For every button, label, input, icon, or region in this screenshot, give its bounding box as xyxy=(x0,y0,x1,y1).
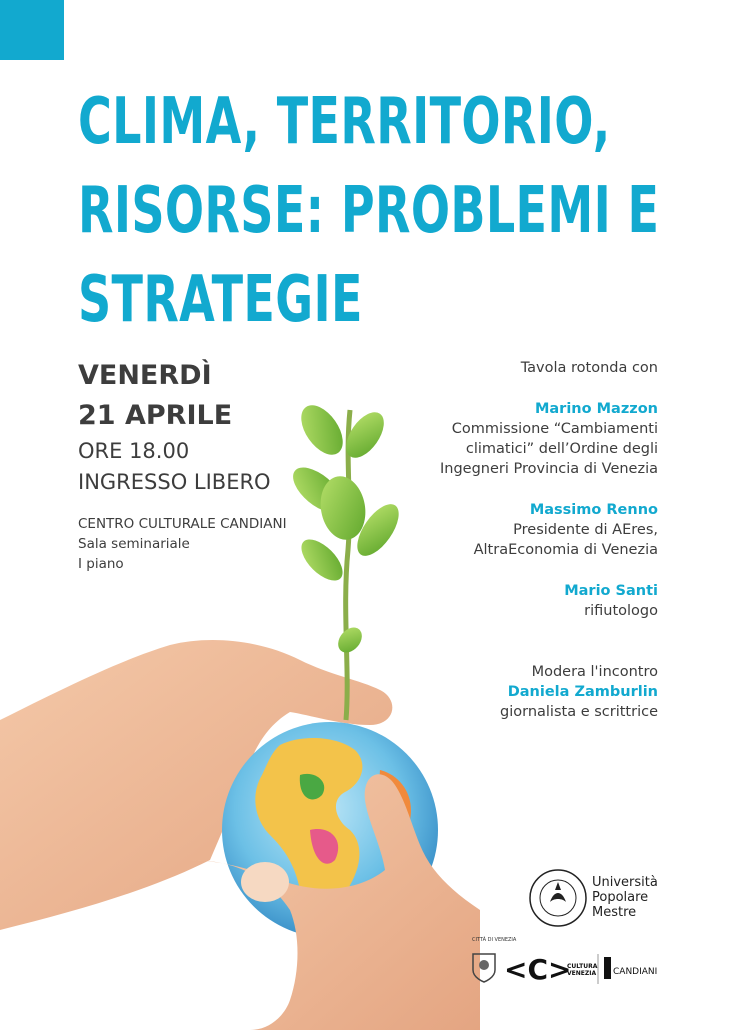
plant-leaf xyxy=(333,623,366,657)
venue-room: Sala seminariale xyxy=(78,536,190,552)
candiani-mark-icon xyxy=(604,957,611,979)
cultura-logo-mark-icon: <C> xyxy=(504,953,572,986)
upm-line: Università xyxy=(592,875,658,890)
title-line-2: RISORSE: PROBLEMI E xyxy=(78,174,660,248)
title-line-1: CLIMA, TERRITORIO, xyxy=(78,85,611,159)
partner-logos xyxy=(470,932,670,992)
speaker-role-line: Presidente di AEres, xyxy=(513,522,658,538)
hands-globe-plant-illustration xyxy=(0,390,480,1030)
moderator-role: giornalista e scrittrice xyxy=(500,704,658,720)
speaker-name: Mario Santi xyxy=(564,583,658,599)
event-entry: INGRESSO LIBERO xyxy=(78,470,271,494)
title-line-3: STRATEGIE xyxy=(78,263,363,337)
corner-accent-block xyxy=(0,0,64,60)
moderator-label: Modera l'incontro xyxy=(531,664,658,680)
cultura-line-2: VENEZIA xyxy=(567,970,597,977)
speaker-name: Marino Mazzon xyxy=(534,401,658,417)
upm-line: Popolare xyxy=(592,890,649,905)
event-day: VENERDÌ xyxy=(78,360,212,391)
speaker-role-line: Commissione “Cambiamenti xyxy=(451,421,658,437)
speaker-role-line: rifiutologo xyxy=(584,603,658,619)
poster-title xyxy=(78,78,660,345)
upm-seal-logo xyxy=(528,868,588,928)
speaker-role-line: Ingegneri Provincia di Venezia xyxy=(440,461,658,477)
plant-leaf xyxy=(294,532,349,587)
upm-logo-text xyxy=(592,875,658,920)
citta-venezia-label: CITTÀ DI VENEZIA xyxy=(472,937,517,943)
speaker-role-line: climatici” dell’Ordine degli xyxy=(465,441,658,457)
speaker-name: Massimo Renno xyxy=(529,502,658,518)
event-time: ORE 18.00 xyxy=(78,439,190,463)
candiani-label: CANDIANI xyxy=(613,967,658,977)
speaker-role-line: AltraEconomia di Venezia xyxy=(473,542,658,558)
moderator-name: Daniela Zamburlin xyxy=(507,684,658,700)
venue-name: CENTRO CULTURALE CANDIANI xyxy=(78,516,287,532)
cultura-line-1: CULTURA xyxy=(567,963,598,970)
panel-intro: Tavola rotonda con xyxy=(520,360,658,376)
plant-leaf xyxy=(293,398,351,462)
plant-stem xyxy=(346,410,350,720)
upm-line: Mestre xyxy=(592,905,637,920)
event-date: 21 APRILE xyxy=(78,400,233,431)
venue-floor: I piano xyxy=(78,556,124,572)
thumb-nail xyxy=(241,862,289,902)
